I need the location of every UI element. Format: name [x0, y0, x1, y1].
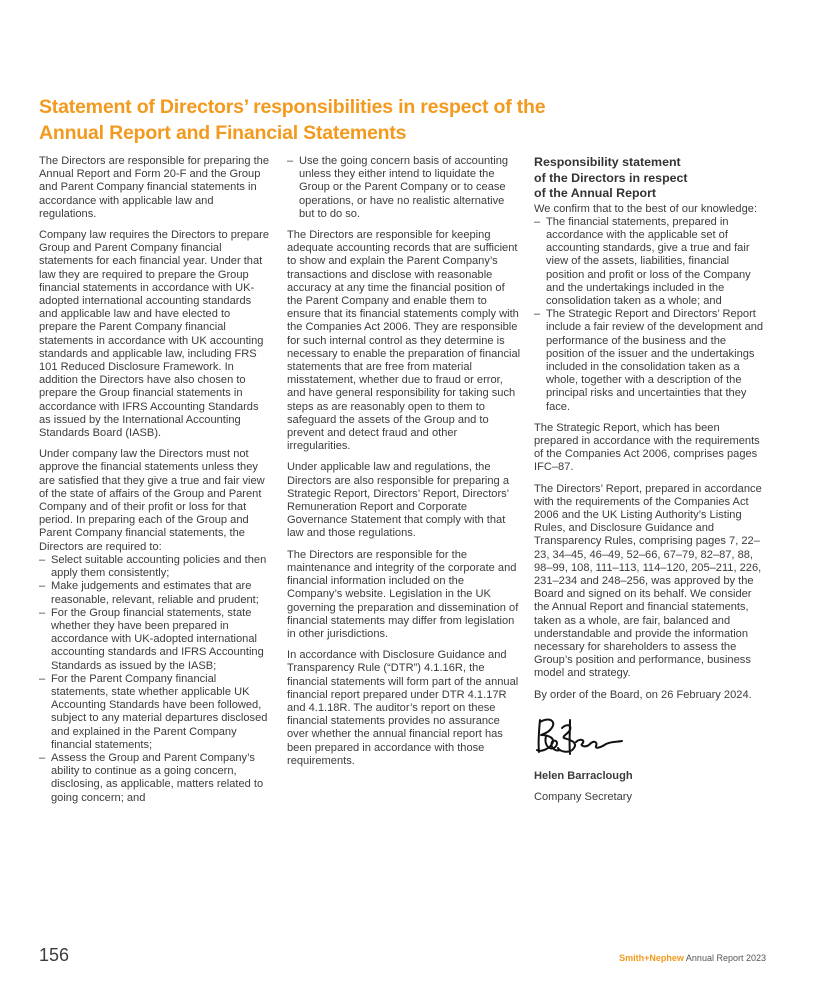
responsibility-heading: Responsibility statement of the Directors in respect of the Annual Report — [534, 155, 688, 200]
paragraph: By order of the Board, on 26 February 2024. — [534, 688, 752, 701]
report-name: Annual Report 2023 — [683, 953, 766, 963]
signer-role: Company Secretary — [534, 791, 633, 804]
list-item: – For the Group financial statements, state whether they have been prepared in accordance with UK-adopted international accounting standards and IFRS Accounting Standards as issued by the IASB; — [39, 607, 271, 673]
list-item: – For the Parent Company financial statements, state whether applicable UK Accounting Standards have been followed, subject to any material departures disclosed and explained in the Parent Company financial statements; — [39, 673, 271, 752]
paragraph: We confirm that to the best of our knowledge: — [534, 202, 758, 215]
signer-name: Helen Barraclough — [534, 769, 633, 782]
list-item: – Use the going concern basis of accounting unless they either intend to liquidate the Group or the Parent Company or to cease operations, or have no realistic alternative but to do so. — [287, 155, 521, 221]
list-item: – The financial statements, prepared in accordance with the applicable set of accounting standards, give a true and fair view of the assets, liabilities, financial position and profit or loss of the Company and the undertakings included in the consolidation taken as a whole; and — [534, 216, 766, 308]
requirements-list — [39, 554, 271, 805]
page-title: Statement of Directors’ responsibilities in respect of the Annual Report and Financial Statements — [39, 96, 546, 144]
paragraph: The Directors are responsible for the maintenance and integrity of the corporate and financial information included on the Company’s website. Legislation in the UK governing the preparation and dissemination of financial statements may differ from legislation in other jurisdictions. — [287, 548, 519, 640]
signature-image — [534, 714, 626, 760]
column-1 — [39, 155, 271, 813]
page-number: 156 — [39, 945, 70, 965]
list-item: – Assess the Group and Parent Company’s ability to continue as a going concern, disclosing, as applicable, matters related to going concern; and — [39, 752, 271, 805]
paragraph: The Strategic Report, which has been prepared in accordance with the requirements of the Companies Act 2006, comprises pages IFC–87. — [534, 421, 760, 474]
paragraph: The Directors’ Report, prepared in accordance with the requirements of the Companies Act 2006 and the UK Listing Authority’s Listing Rules, and Disclosure Guidance and Transparency Rules, comprising pages 7, 22–23, 34–45, 46–49, 52–66, 67–79, 82–87, 88, 98–99, 108, 111–113, 114–120, 205–211, 226, 231–234 and 248–256, was approved by the Board and signed on its behalf. We consider the Annual Report and financial statements, taken as a whole, are fair, balanced and understandable and provide the information necessary for shareholders to assess the Group’s position and performance, business model and strategy. — [534, 482, 762, 680]
paragraph: Under applicable law and regulations, the Directors are also responsible for preparing a Strategic Report, Directors’ Report, Directors’ Remuneration Report and Corporate Governance Statement that comply with that law and those regulations. — [287, 461, 509, 540]
footer-running-head — [619, 953, 766, 963]
column-3 — [534, 155, 766, 812]
list-item: – Make judgements and estimates that are reasonable, relevant, reliable and prudent; — [39, 580, 271, 606]
confirmation-list — [534, 216, 766, 414]
paragraph: In accordance with Disclosure Guidance and Transparency Rule (“DTR”) 4.1.16R, the financial statements will form part of the annual financial report prepared under DTR 4.1.17R and 4.1.18R. The auditor’s report on these financial statements provides no assurance over whether the annual financial report has been prepared in accordance with those requirements. — [287, 649, 519, 767]
paragraph: The Directors are responsible for keeping adequate accounting records that are sufficient to show and explain the Parent Company’s transactions and disclose with reasonable accuracy at any time the financial position of the Parent Company and enable them to ensure that its financial statements comply with the Companies Act 2006. They are responsible for such internal control as they determine is necessary to enable the preparation of financial statements that are free from material misstatement, whether due to fraud or error, and have general responsibility for taking such steps as are reasonably open to them to safeguard the assets of the Group and to prevent and detect fraud and other irregularities. — [287, 229, 521, 453]
brand-name: Smith+Nephew — [619, 953, 684, 963]
paragraph: Under company law the Directors must not approve the financial statements unless they are satisfied that they give a true and fair view of the state of affairs of the Group and Parent Company and of their profit or loss for that period. In preparing each of the Group and Parent Company financial statements, the Directors are required to: — [39, 448, 265, 553]
paragraph: The Directors are responsible for preparing the Annual Report and Form 20-F and the Group and Parent Company financial statements in accordance with applicable law and regulations. — [39, 155, 270, 220]
list-item: – Select suitable accounting policies and then apply them consistently; — [39, 554, 271, 580]
paragraph: Company law requires the Directors to prepare Group and Parent Company financial statements for each financial year. Under that law they are required to prepare the Group financial statements in accordance with UK-adopted international accounting standards and applicable law and have elected to prepare the Parent Company financial statements in accordance with UK accounting standards and applicable law, including FRS 101 Reduced Disclosure Framework. In addition the Directors have also chosen to prepare the Group financial statements in accordance with IFRS Accounting Standards as issued by the International Accounting Standards Board (IASB). — [39, 229, 269, 440]
column-2 — [287, 155, 521, 776]
list-item: – The Strategic Report and Directors’ Report include a fair review of the development and performance of the business and the position of the issuer and the undertakings included in the consolidation taken as a whole, together with a description of the principal risks and uncertainties that they face. — [534, 308, 766, 414]
requirements-list-continued — [287, 155, 521, 221]
